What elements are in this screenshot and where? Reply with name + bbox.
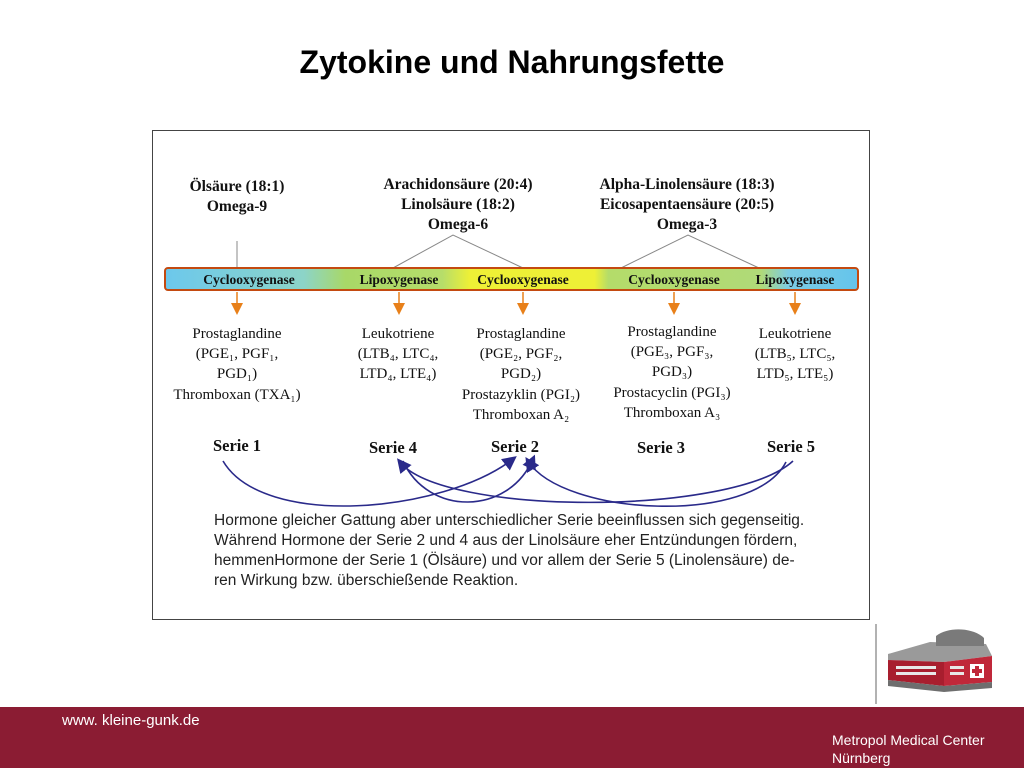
product-3-line4: Prostazyklin (PGI₂) [461,387,581,403]
series-labels [213,436,815,457]
serie-label-3: Serie 3 [636,438,686,457]
curve-serie5-to-serie4 [400,461,793,502]
curve-serie1-to-serie2 [223,459,513,506]
product-2-line1: Leukotriene [361,326,435,342]
product-group-1 [173,326,300,403]
footer-bar [0,707,1024,768]
product-5-line2: (LTB₅, LTC₅, [754,346,836,362]
footer-org-name: Metropol Medical Center [832,732,985,748]
note-line-1: Hormone gleicher Gattung aber unterschiedlicher Serie beeinflussen sich gegenseitig. [214,512,805,529]
footer-organization [832,731,985,767]
source-omega6-line1: Arachidonsäure (20:4) [383,176,533,193]
source-omega9-line1: Ölsäure (18:1) [189,178,285,195]
hospital-logo [874,624,1004,706]
product-4-line1: Prostaglandine [627,324,717,340]
enzyme-arrows [237,292,795,309]
product-1-line3: PGD₁) [216,366,258,382]
slide-title: Zytokine und Nahrungsfette [299,44,725,80]
footer-org-city: Nürnberg [832,750,891,766]
note-line-2: Während Hormone der Serie 2 und 4 aus der Linolsäure eher Entzündungen fördern, [214,532,798,549]
enzyme-label-5: Lipoxygenase [755,272,835,287]
enzyme-label-4: Cyclooxygenase [628,272,720,287]
source-omega3-line1: Alpha-Linolensäure (18:3) [599,176,775,193]
source-omega9 [190,178,285,215]
product-4-line5: Thromboxan A₃ [623,405,721,421]
enzyme-label-2: Lipoxygenase [359,272,439,287]
product-group-3 [462,326,580,423]
note-line-4: ren Wirkung bzw. überschießende Reaktion. [214,572,519,589]
product-4-line2: (PGE₃, PGF₃, [630,344,714,360]
source-omega6 [383,176,532,233]
fatty-acid-diagram [152,130,870,620]
product-1-line2: (PGE₁, PGF₁, [195,346,279,362]
product-2-line3: LTD₄, LTE₄) [359,366,437,382]
serie-label-5: Serie 5 [766,437,816,456]
product-4-line4: Prostacyclin (PGI₃) [613,385,731,401]
product-3-line3: PGD₂) [500,366,542,382]
source-omega9-line2: Omega-9 [206,198,268,215]
source-connectors [237,235,759,268]
source-omega3-line3: Omega-3 [656,216,718,233]
source-omega6-line3: Omega-6 [427,216,489,233]
product-5-line1: Leukotriene [758,326,832,342]
interaction-curves [223,459,793,506]
product-3-line1: Prostaglandine [476,326,566,342]
footer-website-link[interactable]: www. kleine-gunk.de [62,712,200,729]
product-4-line3: PGD₃) [651,364,693,380]
product-5-line3: LTD₅, LTE₅) [756,366,834,382]
explanation-note [214,511,854,591]
note-line-3: hemmenHormone der Serie 1 (Ölsäure) und vor allem der Serie 5 (Linolensäure) de- [214,552,795,569]
serie-label-4: Serie 4 [368,438,418,457]
product-2-line2: (LTB₄, LTC₄, [357,346,439,362]
enzyme-label-3: Cyclooxygenase [477,272,569,287]
curve-serie4-to-serie2 [403,459,533,502]
serie-label-1: Serie 1 [212,436,262,455]
enzyme-label-1: Cyclooxygenase [203,272,295,287]
product-group-5 [755,326,836,382]
source-omega6-line2: Linolsäure (18:2) [401,196,515,213]
product-1-line4: Thromboxan (TXA₁) [173,387,301,403]
product-group-2 [358,326,439,382]
source-omega3-line2: Eicosapentaensäure (20:5) [599,196,775,213]
product-group-4 [613,324,730,421]
product-3-line5: Thromboxan A₂ [472,407,570,423]
product-1-line1: Prostaglandine [192,326,282,342]
source-omega3 [600,176,775,233]
product-3-line2: (PGE₂, PGF₂, [479,346,563,362]
serie-label-2: Serie 2 [490,437,540,456]
